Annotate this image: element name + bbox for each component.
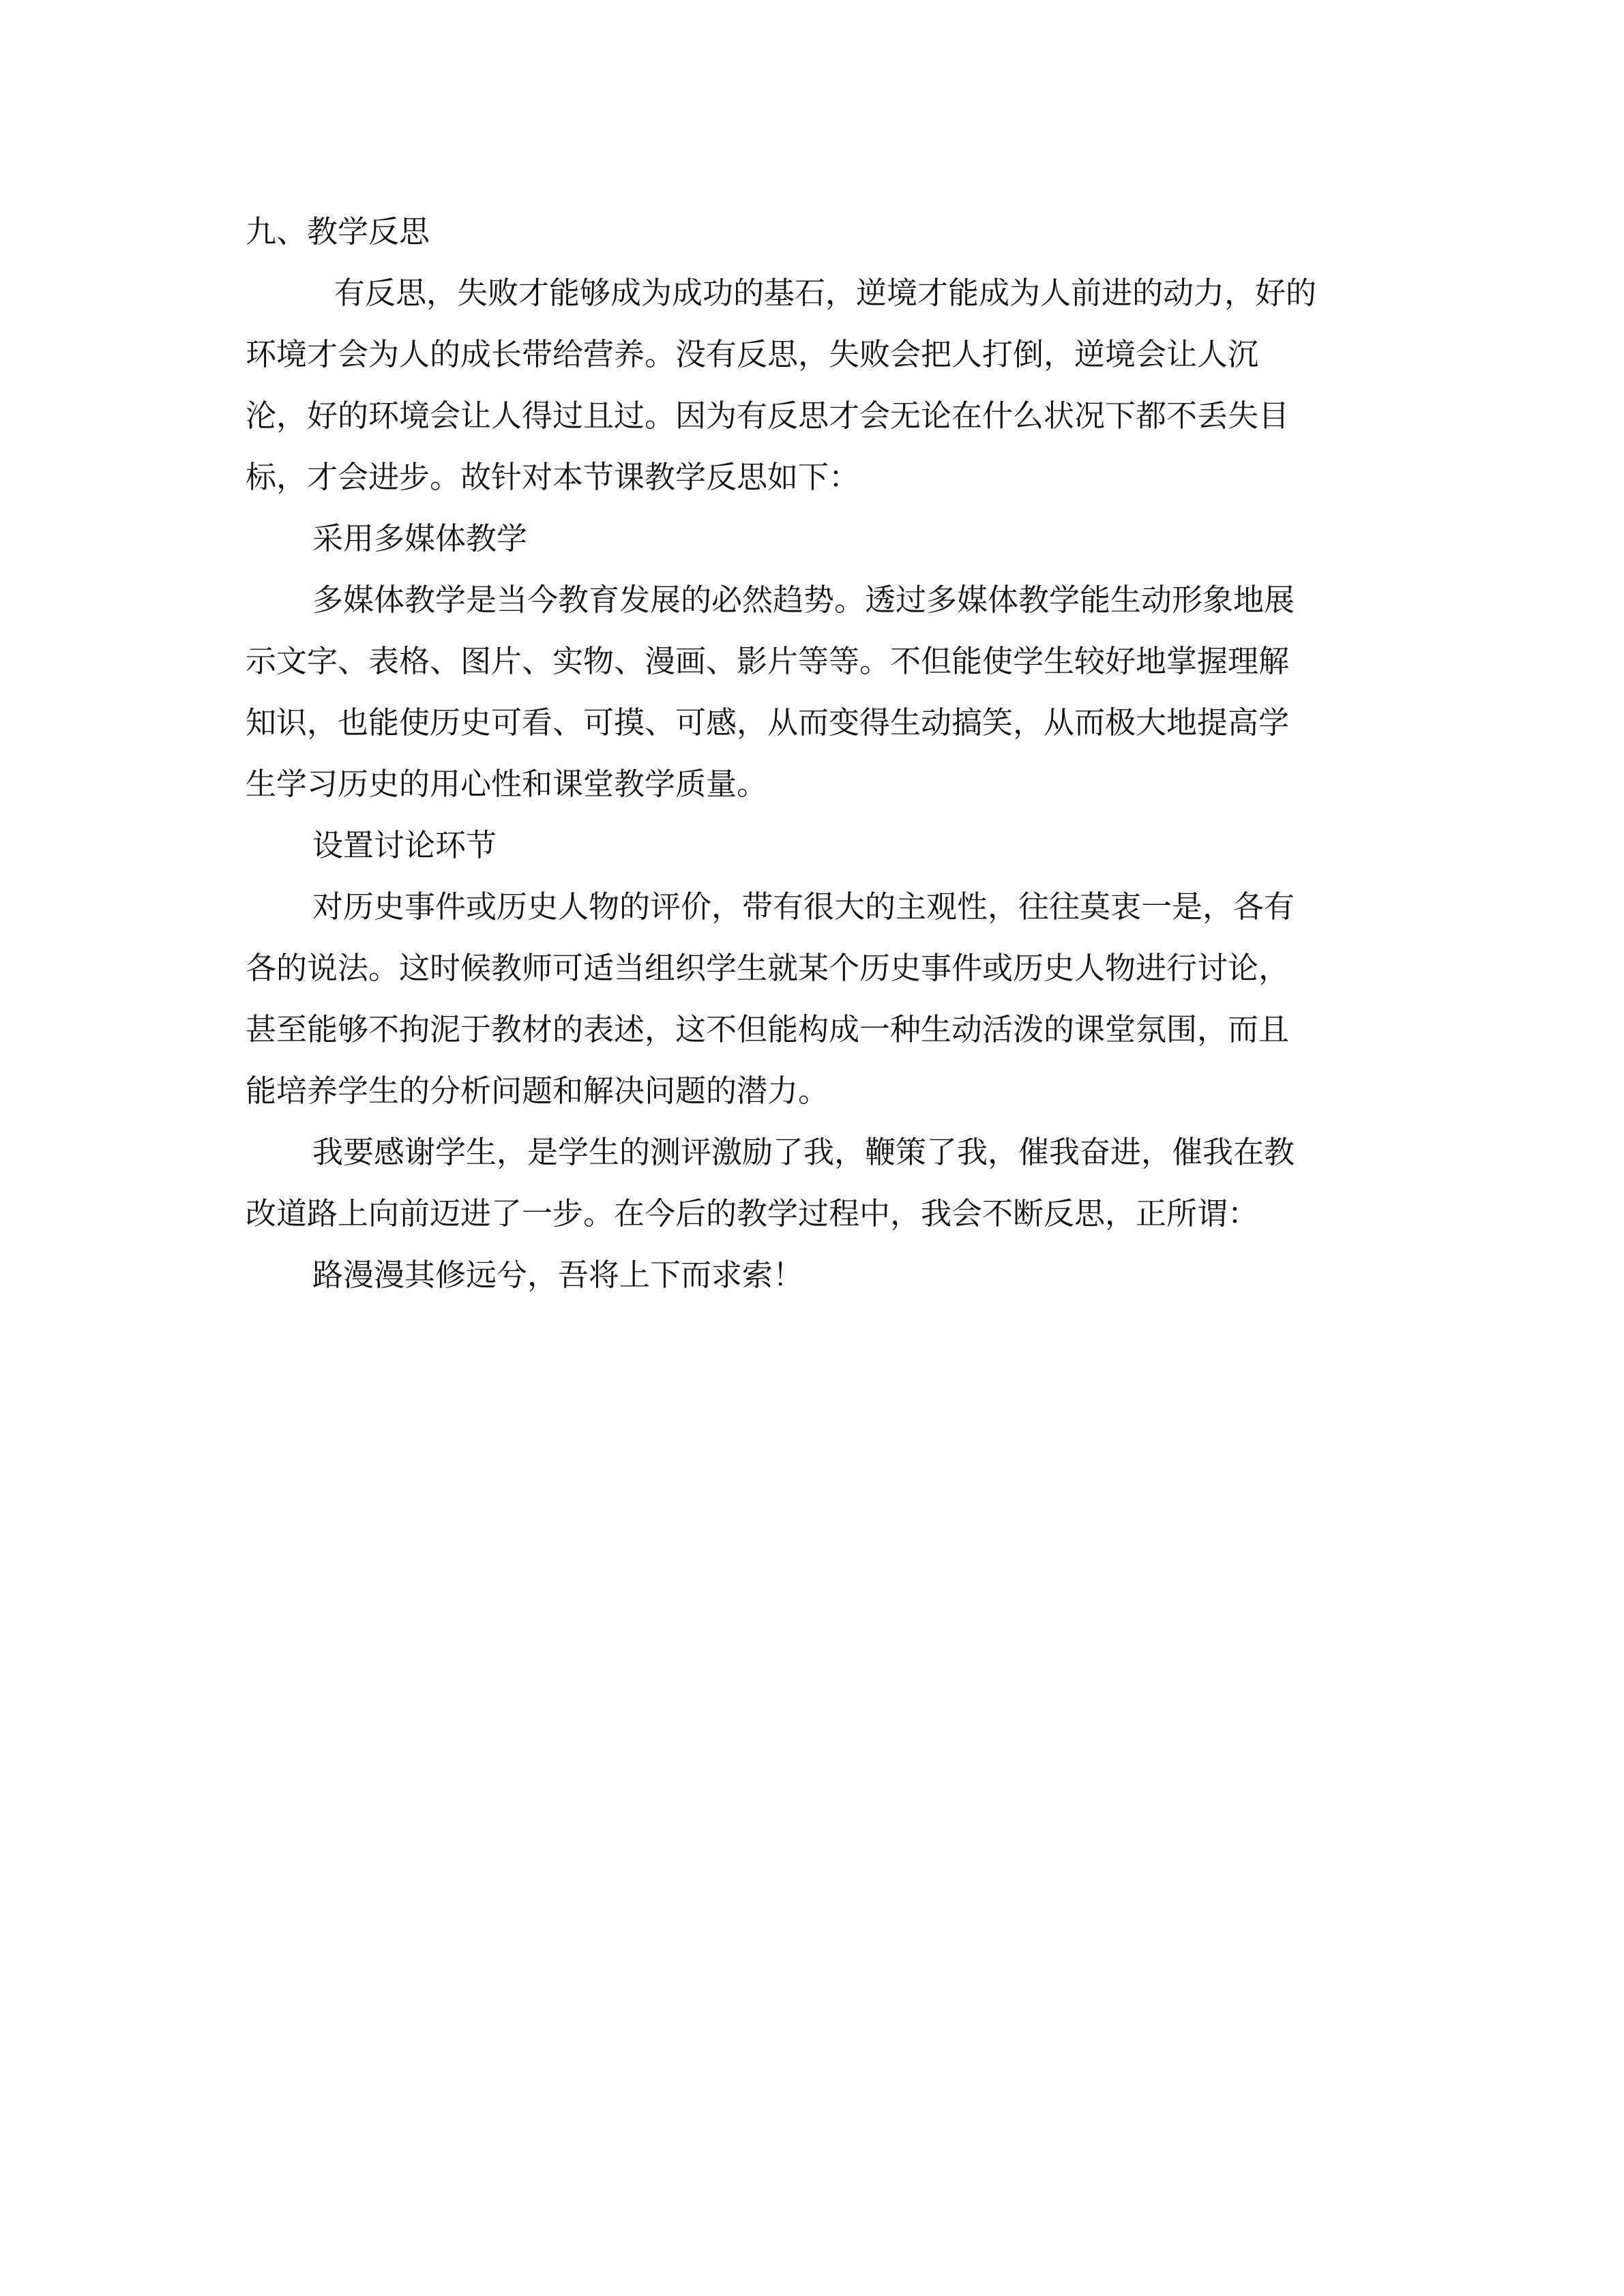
paragraph-line: 生学习历史的用心性和课堂教学质量。 bbox=[246, 766, 768, 802]
section-heading: 九、教学反思 bbox=[246, 213, 430, 250]
paragraph-line: 沦，好的环境会让人得过且过。因为有反思才会无论在什么状况下都不丢失目 bbox=[246, 398, 1290, 434]
closing-quote: 路漫漫其修远兮，吾将上下而求索！ bbox=[312, 1257, 804, 1293]
paragraph-line: 甚至能够不拘泥于教材的表述，这不但能构成一种生动活泼的课堂氛围，而且 bbox=[246, 1011, 1290, 1047]
paragraph-line: 我要感谢学生，是学生的测评激励了我，鞭策了我，催我奋进，催我在教 bbox=[312, 1134, 1295, 1170]
subheading-multimedia: 采用多媒体教学 bbox=[312, 520, 528, 556]
paragraph-line: 环境才会为人的成长带给营养。没有反思，失败会把人打倒，逆境会让人沉 bbox=[246, 336, 1259, 372]
paragraph-line: 能培养学生的分析问题和解决问题的潜力。 bbox=[246, 1073, 829, 1109]
paragraph-line: 示文字、表格、图片、实物、漫画、影片等等。不但能使学生较好地掌握理解 bbox=[246, 643, 1290, 679]
paragraph-line: 改道路上向前迈进了一步。在今后的教学过程中，我会不断反思，正所谓： bbox=[246, 1195, 1259, 1232]
paragraph-line: 有反思，失败才能够成为成功的基石，逆境才能成为人前进的动力，好的 bbox=[334, 275, 1317, 311]
paragraph-line: 多媒体教学是当今教育发展的必然趋势。透过多媒体教学能生动形象地展 bbox=[312, 582, 1295, 618]
paragraph-line: 标，才会进步。故针对本节课教学反思如下： bbox=[246, 459, 860, 495]
paragraph-line: 各的说法。这时候教师可适当组织学生就某个历史事件或历史人物进行讨论， bbox=[246, 950, 1290, 986]
subheading-discussion: 设置讨论环节 bbox=[312, 827, 497, 863]
paragraph-line: 知识，也能使历史可看、可摸、可感，从而变得生动搞笑，从而极大地提高学 bbox=[246, 704, 1290, 741]
paragraph-line: 对历史事件或历史人物的评价，带有很大的主观性，往往莫衷一是，各有 bbox=[312, 889, 1295, 925]
